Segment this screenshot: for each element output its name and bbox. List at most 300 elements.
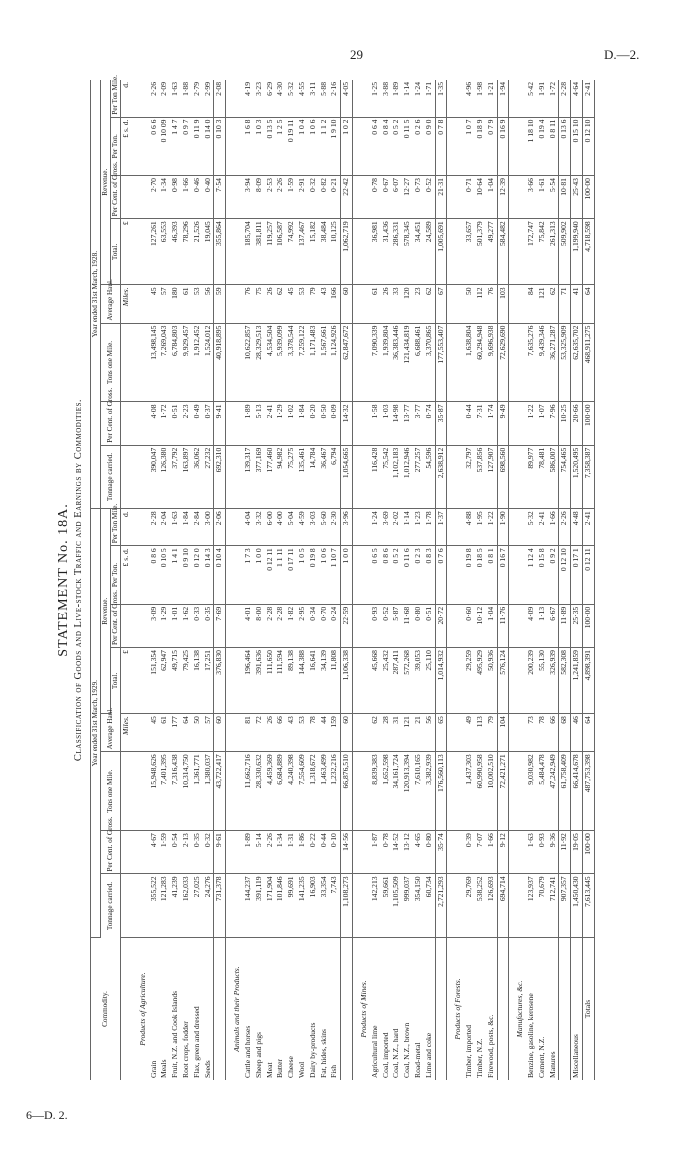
value-1929: 1·63: [526, 831, 537, 874]
commodity-name: Cheese: [286, 1056, 296, 1078]
value-1928: 45: [149, 285, 160, 323]
blank-cell: [447, 874, 464, 938]
value-1929: 0·10: [329, 831, 340, 874]
value-1929: 0 12 11: [583, 546, 595, 605]
value-1929: 2·26: [559, 509, 571, 546]
blank-cell: [509, 831, 526, 874]
blank-cell: [352, 80, 369, 117]
document-reference: D.—2.: [604, 47, 640, 62]
value-1929: 123,937: [526, 874, 537, 938]
table-row: [486, 80, 497, 1080]
header-tonnage-1929: Tonnage carried.: [101, 874, 121, 938]
value-1929: 0 17 1: [571, 546, 583, 605]
value-1928: 1 0 3: [254, 117, 265, 176]
value-1928: 1,524,012: [203, 323, 214, 402]
value-1928: 0·20: [308, 402, 319, 445]
value-1928: 64: [583, 285, 595, 323]
value-1929: 60: [214, 714, 226, 752]
value-1928: 38,484: [319, 219, 330, 285]
blank-cell: [352, 285, 369, 323]
value-1929: 25,432: [381, 648, 392, 714]
value-1928: 355,864: [214, 219, 226, 285]
value-1929: 1·29: [159, 604, 170, 647]
table-row: [526, 80, 537, 1080]
commodity-name: Fruit, N.Z. and Cook Islands: [170, 990, 180, 1078]
value-1928: 1·74: [486, 402, 497, 445]
value-1929: 1 7 3: [243, 546, 254, 605]
value-1928: 1·14: [402, 80, 413, 117]
value-1928: 6,784,803: [170, 323, 181, 402]
value-1929: 9·36: [548, 831, 559, 874]
value-1929: 1·23: [413, 509, 424, 546]
value-1928: 277,257: [413, 445, 424, 509]
value-1929: 66: [548, 714, 559, 752]
value-1928: 21·31: [435, 176, 447, 219]
blank-cell: [509, 752, 526, 831]
blank-cell: [226, 445, 243, 509]
value-1929: 1·66: [548, 509, 559, 546]
table-row: [413, 80, 424, 1080]
value-1928: 1·24: [413, 80, 424, 117]
value-1929: 177: [170, 714, 181, 752]
value-1929: 0·78: [381, 831, 392, 874]
value-1928: 1·71: [424, 80, 435, 117]
value-1929: 1·95: [475, 509, 486, 546]
value-1928: 1·59: [286, 176, 297, 219]
value-1928: 177,553,407: [435, 323, 447, 402]
blank-cell: [509, 402, 526, 445]
value-1928: 62: [424, 285, 435, 323]
value-1928: 1 0 2: [341, 117, 353, 176]
value-1929: 6,684,889: [275, 752, 286, 831]
value-1929: 0 18 5: [475, 546, 486, 605]
value-1928: 0·82: [319, 176, 330, 219]
value-1929: 999,037: [402, 874, 413, 938]
category-heading: Animals and their Products.: [232, 966, 242, 1052]
header-per-ton-mile-1928: Per Ton Mile.: [111, 80, 121, 117]
value-1928: 103: [497, 285, 509, 323]
category-heading-row: [132, 80, 149, 1080]
blank-cell: [447, 509, 464, 546]
value-1928: 0 2 6: [413, 117, 424, 176]
value-1928: 2·70: [149, 176, 160, 219]
category-heading: Products of Mines.: [358, 980, 368, 1038]
value-1928: 34,451: [413, 219, 424, 285]
value-1928: 3·11: [308, 80, 319, 117]
value-1929: 0·93: [370, 604, 381, 647]
value-1928: 1·25: [370, 80, 381, 117]
value-1929: 1 1 11: [275, 546, 286, 605]
commodity-name: Flax, green and dressed: [191, 1006, 201, 1078]
value-1928: 63,553: [159, 219, 170, 285]
value-1928: 1 6 8: [243, 117, 254, 176]
header-total-1929: Total.: [111, 648, 121, 714]
subtotal-row: [214, 80, 226, 1080]
table-row: [286, 80, 297, 1080]
value-1928: 56: [203, 285, 214, 323]
value-1928: 0 6 6: [149, 117, 160, 176]
value-1929: 0·22: [308, 831, 319, 874]
value-1929: 1,437,303: [464, 752, 475, 831]
value-1929: 56: [424, 714, 435, 752]
value-1928: 4·30: [275, 80, 286, 117]
table-body: [121, 80, 595, 1080]
value-1929: 3,382,939: [424, 752, 435, 831]
value-1929: 0·54: [170, 831, 181, 874]
value-1929: 22·59: [341, 604, 353, 647]
value-1929: 19·05: [571, 831, 583, 874]
value-1929: 4·67: [149, 831, 160, 874]
value-1929: 100·00: [583, 831, 595, 874]
value-1929: 1·89: [243, 831, 254, 874]
table-row: [254, 80, 265, 1080]
value-1928: 0 8 4: [381, 117, 392, 176]
value-1929: 0 19 8: [308, 546, 319, 605]
commodity-name: Seeds: [202, 1060, 212, 1078]
value-1929: 78: [537, 714, 548, 752]
unit-haul-1928: Miles.: [121, 285, 132, 323]
commodity-name: Agricultural lime: [369, 1025, 379, 1078]
value-1928: 5·88: [319, 80, 330, 117]
blank-cell: [132, 509, 149, 546]
value-1929: 1 10 7: [329, 546, 340, 605]
value-1928: 381,811: [254, 219, 265, 285]
value-1928: 9·49: [497, 402, 509, 445]
value-1928: 1,005,691: [435, 219, 447, 285]
value-1929: 0·32: [203, 831, 214, 874]
value-1928: 26: [381, 285, 392, 323]
value-1929: 1·13: [537, 604, 548, 647]
value-1928: 9,439,346: [537, 323, 548, 402]
value-1928: 6·29: [265, 80, 276, 117]
value-1929: 10,314,750: [181, 752, 192, 831]
value-1929: 9·61: [214, 831, 226, 874]
table-row: [381, 80, 392, 1080]
value-1929: 4·04: [243, 509, 254, 546]
value-1929: 712,741: [548, 874, 559, 938]
value-1929: 391,636: [254, 648, 265, 714]
value-1928: 3,378,544: [286, 323, 297, 402]
value-1928: 4,534,504: [265, 323, 276, 402]
value-1928: 185,704: [243, 219, 254, 285]
value-1929: 1·37: [435, 509, 447, 546]
value-1928: 0·50: [319, 402, 330, 445]
value-1928: 2·41: [583, 80, 595, 117]
value-1929: 24,276: [203, 874, 214, 938]
value-1928: 112: [475, 285, 486, 323]
value-1929: 11·92: [559, 831, 571, 874]
value-1929: 4·48: [571, 509, 583, 546]
header-year-1928: Year ended 31st March, 1928.: [91, 80, 101, 509]
blank-cell: [132, 874, 149, 938]
value-1929: 17,251: [203, 648, 214, 714]
value-1929: 7·07: [475, 831, 486, 874]
value-1929: 287,411: [391, 648, 402, 714]
commodity-name: Totals: [583, 938, 595, 1080]
value-1928: 1,102,183: [391, 445, 402, 509]
value-1928: 40,918,895: [214, 323, 226, 402]
header-per-ton-1928: Per Ton.: [111, 117, 121, 176]
value-1929: 196,464: [243, 648, 254, 714]
value-1928: 4·19: [243, 80, 254, 117]
header-year-1929: Year ended 31st March, 1929.: [91, 509, 101, 938]
value-1929: 60,734: [424, 874, 435, 938]
value-1929: 11·89: [559, 604, 571, 647]
table-row: [464, 80, 475, 1080]
value-1929: 0·51: [424, 604, 435, 647]
table-row: [265, 80, 276, 1080]
value-1928: 1,124,926: [329, 323, 340, 402]
commodity-name: Sheep and pigs: [253, 1032, 263, 1078]
value-1928: 79: [308, 285, 319, 323]
value-1928: 1·22: [526, 402, 537, 445]
blank-cell: [352, 402, 369, 445]
value-1928: 27,232: [203, 445, 214, 509]
value-1929: 1,105,509: [391, 874, 402, 938]
blank-cell: [226, 874, 243, 938]
value-1928: 0 10 09: [159, 117, 170, 176]
value-1928: 23: [413, 285, 424, 323]
value-1928: 1·35: [435, 80, 447, 117]
value-1929: 29,259: [464, 648, 475, 714]
table-row: [203, 80, 214, 1080]
value-1928: 76: [243, 285, 254, 323]
value-1929: 2·28: [149, 509, 160, 546]
blank-cell: [226, 117, 243, 176]
value-1928: 4·05: [341, 80, 353, 117]
value-1929: 171,904: [265, 874, 276, 938]
value-1929: 3·03: [308, 509, 319, 546]
value-1928: 8·09: [254, 176, 265, 219]
value-1929: 1,380,037: [203, 752, 214, 831]
value-1929: 141,235: [297, 874, 308, 938]
value-1929: 27,025: [192, 874, 203, 938]
value-1928: 33,657: [464, 219, 475, 285]
value-1928: 1,062,719: [341, 219, 353, 285]
value-1928: 0 6 4: [370, 117, 381, 176]
blank-cell: [352, 176, 369, 219]
value-1929: 79,425: [181, 648, 192, 714]
value-1929: 1·62: [181, 604, 192, 647]
blank-cell: [226, 604, 243, 647]
value-1928: 0 7 8: [435, 117, 447, 176]
value-1928: 46,393: [170, 219, 181, 285]
table-row: [308, 80, 319, 1080]
commodity-name: Coal, N.Z., hard: [391, 1028, 401, 1078]
blank-cell: [509, 604, 526, 647]
value-1929: 2·06: [214, 509, 226, 546]
value-1928: 1 0 7: [464, 117, 475, 176]
value-1929: 0·39: [464, 831, 475, 874]
value-1928: 54,596: [424, 445, 435, 509]
value-1928: 0 9 7: [181, 117, 192, 176]
blank-cell: [352, 604, 369, 647]
blank-cell: [509, 714, 526, 752]
value-1928: 50: [464, 285, 475, 323]
value-1928: 6,794: [329, 445, 340, 509]
value-1929: 8,839,383: [370, 752, 381, 831]
value-1929: 4·88: [464, 509, 475, 546]
value-1929: 79: [486, 714, 497, 752]
page-number: 29: [350, 47, 363, 62]
value-1928: 2·26: [275, 176, 286, 219]
category-heading-row: [509, 80, 526, 1080]
commodity-name: Cement, N.Z.: [536, 1036, 546, 1078]
value-1929: 10·12: [475, 604, 486, 647]
blank-cell: [226, 509, 243, 546]
value-1928: 7,358,387: [583, 445, 595, 509]
commodity-name: Timber, N.Z.: [474, 1038, 484, 1078]
value-1928: 0 5 2: [391, 117, 402, 176]
value-1928: 37,792: [170, 445, 181, 509]
category-heading-row: [447, 80, 464, 1080]
value-1928: 1·07: [537, 402, 548, 445]
header-ton-miles-1928: Tons one Mile.: [101, 323, 121, 402]
value-1929: 0 6 5: [370, 546, 381, 605]
value-1929: 2·41: [583, 509, 595, 546]
header-avg-haul-1928: Average Haul.: [101, 285, 121, 323]
unit-per-ton-mile-1929: d.: [121, 509, 132, 546]
blank-cell: [132, 219, 149, 285]
commodity-name: Root crops, fodder: [180, 1021, 190, 1078]
value-1928: 2·08: [214, 80, 226, 117]
value-1928: 36,271,287: [548, 323, 559, 402]
value-1928: 139,317: [243, 445, 254, 509]
table-row: [170, 80, 181, 1080]
value-1928: 78,481: [537, 445, 548, 509]
value-1929: 7,743: [329, 874, 340, 938]
value-1928: 692,310: [214, 445, 226, 509]
blank-cell: [447, 445, 464, 509]
value-1929: 162,033: [181, 874, 192, 938]
value-1929: 113: [475, 714, 486, 752]
value-1928: 261,313: [548, 219, 559, 285]
commodity-name: Manures: [547, 1051, 557, 1078]
value-1929: 21: [413, 714, 424, 752]
value-1929: 25·35: [571, 604, 583, 647]
table-row: [424, 80, 435, 1080]
value-1929: 20·72: [435, 604, 447, 647]
value-1928: 5,939,099: [275, 323, 286, 402]
value-1929: 55,130: [537, 648, 548, 714]
value-1928: 120: [402, 285, 413, 323]
value-1928: 1·58: [370, 402, 381, 445]
value-1929: 61,758,409: [559, 752, 571, 831]
value-1929: 1·22: [486, 509, 497, 546]
table-row: [329, 80, 340, 1080]
header-total-1928: Total.: [111, 219, 121, 285]
value-1929: 81: [243, 714, 254, 752]
value-1928: 14·98: [391, 402, 402, 445]
value-1928: 1·03: [381, 402, 392, 445]
value-1929: 15,948,626: [149, 752, 160, 831]
value-1928: 5·54: [548, 176, 559, 219]
value-1928: 4·96: [464, 80, 475, 117]
value-1929: 487,753,398: [583, 752, 595, 831]
value-1928: 7,259,122: [297, 323, 308, 402]
value-1928: 754,465: [559, 445, 571, 509]
value-1929: 61: [159, 714, 170, 752]
blank-cell: [447, 323, 464, 402]
value-1928: 67: [435, 285, 447, 323]
value-1929: 44: [319, 714, 330, 752]
value-1928: 53: [192, 285, 203, 323]
value-1928: 60,294,948: [475, 323, 486, 402]
value-1928: 4·55: [297, 80, 308, 117]
blank-cell: [509, 874, 526, 938]
value-1929: 26: [265, 714, 276, 752]
value-1928: 1·84: [297, 402, 308, 445]
value-1928: 1·02: [286, 402, 297, 445]
value-1928: 0·46: [192, 176, 203, 219]
value-1928: 0 14 0: [203, 117, 214, 176]
blank-cell: [226, 323, 243, 402]
blank-cell: [447, 648, 464, 714]
value-1929: 0·52: [381, 604, 392, 647]
value-1928: 43: [319, 285, 330, 323]
blank-cell: [352, 831, 369, 874]
value-1928: 1,520,495: [571, 445, 583, 509]
value-1928: 4·64: [571, 80, 583, 117]
value-1929: 1·66: [486, 831, 497, 874]
value-1929: 355,522: [149, 874, 160, 938]
value-1929: 0 5 2: [391, 546, 402, 605]
value-1929: 14·52: [391, 831, 402, 874]
header-per-ton-1929: Per Ton.: [111, 546, 121, 605]
value-1928: 1,199,940: [571, 219, 583, 285]
value-1929: 1,014,932: [435, 648, 447, 714]
commodity-name: Lime and coke: [423, 1032, 433, 1078]
blank-cell: [226, 752, 243, 831]
value-1929: 1,241,859: [571, 648, 583, 714]
value-1928: 1·29: [275, 402, 286, 445]
value-1928: 7,635,276: [526, 323, 537, 402]
header-avg-haul-1929: Average Haul.: [101, 714, 121, 752]
blank-cell: [132, 445, 149, 509]
value-1929: 31: [391, 714, 402, 752]
blank-cell: [509, 323, 526, 402]
commodity-table: [90, 75, 595, 1080]
value-1928: 377,169: [254, 445, 265, 509]
value-1928: 1 1 2: [319, 117, 330, 176]
value-1929: 73: [526, 714, 537, 752]
blank-cell: [226, 402, 243, 445]
value-1928: 12·27: [402, 176, 413, 219]
header-tonnage-1928: Tonnage carried.: [101, 445, 121, 509]
value-1928: 0·51: [170, 402, 181, 445]
units-row: [121, 80, 132, 1080]
value-1929: 16,641: [308, 648, 319, 714]
value-1928: 1·89: [243, 402, 254, 445]
value-1928: 22·42: [341, 176, 353, 219]
value-1929: 43,722,417: [214, 752, 226, 831]
value-1929: 16,903: [308, 874, 319, 938]
commodity-name: Meals: [159, 1059, 169, 1078]
unit-per-ton-mile-1928: d.: [121, 80, 132, 117]
commodity-name: Cattle and horses: [242, 1025, 252, 1078]
subtotal-row: [341, 80, 353, 1080]
value-1929: 10,002,510: [486, 752, 497, 831]
value-1928: 14·32: [341, 402, 353, 445]
value-1928: 72,629,690: [497, 323, 509, 402]
value-1929: 89,138: [286, 648, 297, 714]
value-1929: 99,691: [286, 874, 297, 938]
value-1928: 5·42: [526, 80, 537, 117]
category-heading-row: [352, 80, 369, 1080]
commodity-name: Grain: [148, 1060, 158, 1078]
value-1929: 65: [435, 714, 447, 752]
blank-cell: [352, 219, 369, 285]
